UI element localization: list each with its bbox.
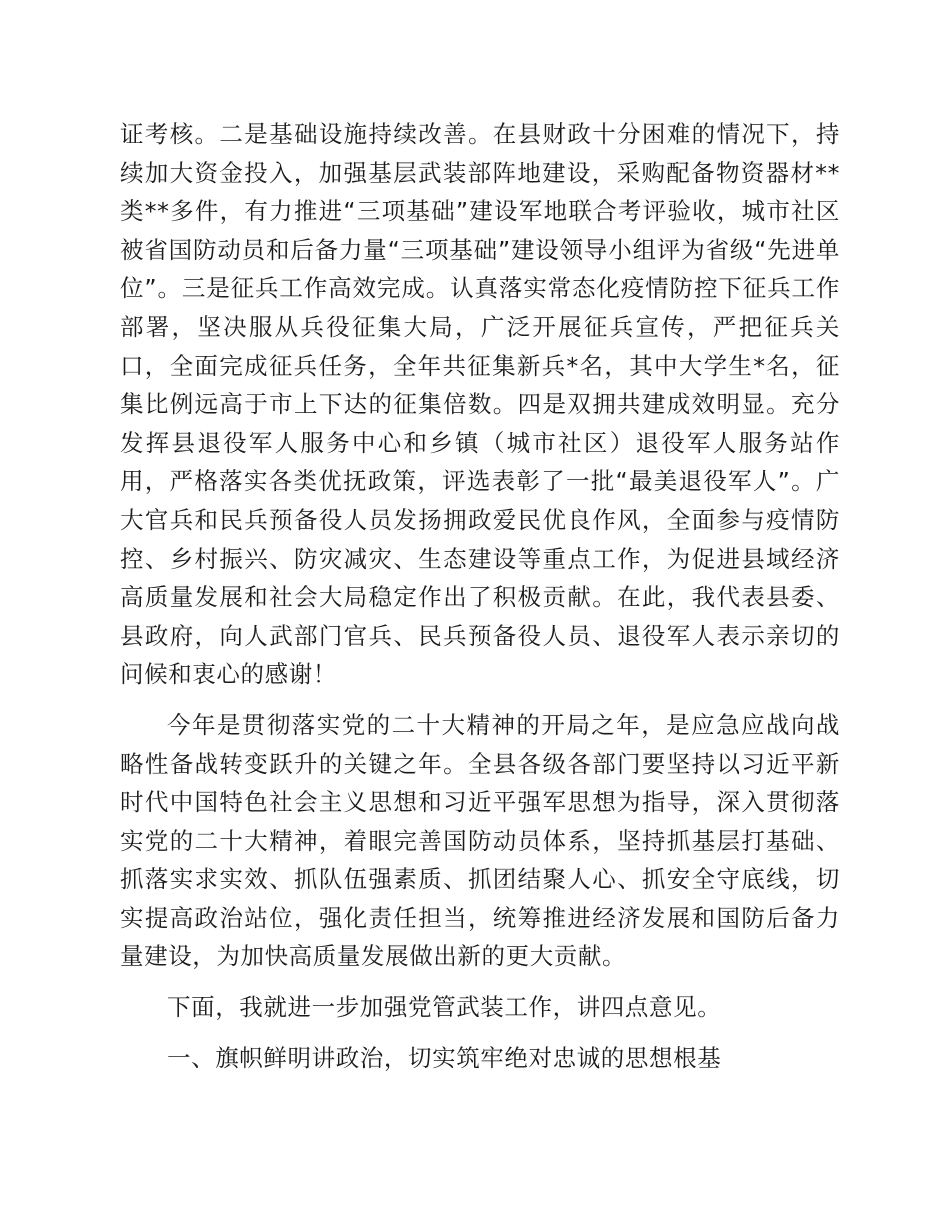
paragraph-annual-goals: 今年是贯彻落实党的二十大精神的开局之年，是应急应战向战略性备战转变跃升的关键之年。全县各级各部门要坚持以习近平新时代中国特色社会主义思想和习近平强军思想为指导，深入贯彻落实党的二十大精神，着眼完善国防动员体系，坚持抓基层打基础、抓落实求实效、抓队伍强素质、抓团结聚人心、抓安全守底线，切实提高政治站位，强化责任担当，统筹推进经济发展和国防后备力量建设，为加快高质量发展做出新的更大贡献。 xyxy=(120,710,840,971)
paragraph-introduction: 下面，我就进一步加强党管武装工作，讲四点意见。 xyxy=(167,993,722,1022)
document-body xyxy=(120,115,840,1077)
section-heading-one: 一、旗帜鲜明讲政治，切实筑牢绝对忠诚的思想根基 xyxy=(167,1043,722,1072)
paragraph-work-summary: 证考核。二是基础设施持续改善。在县财政十分困难的情况下，持续加大资金投入，加强基层武装部阵地建设，采购配备物资器材**类**多件，有力推进“三项基础”建设军地联合考评验收，城市社区被省国防动员和后备力量“三项基础”建设领导小组评为省级“先进单位”。三是征兵工作高效完成。认真落实常态化疫情防控下征兵工作部署，坚决服从兵役征集大局，广泛开展征兵宣传，严把征兵关口，全面完成征兵任务，全年共征集新兵*名，其中大学生*名，征集比例远高于市上下达的征集倍数。四是双拥共建成效明显。充分发挥县退役军人服务中心和乡镇（城市社区）退役军人服务站作用，严格落实各类优抚政策，评选表彰了一批“最美退役军人”。广大官兵和民兵预备役人员发扬拥政爱民优良作风，全面参与疫情防控、乡村振兴、防灾减灾、生态建设等重点工作，为促进县域经济高质量发展和社会大局稳定作出了积极贡献。在此，我代表县委、县政府，向人武部门官兵、民兵预备役人员、退役军人表示亲切的问候和衷心的感谢！ xyxy=(120,120,840,689)
